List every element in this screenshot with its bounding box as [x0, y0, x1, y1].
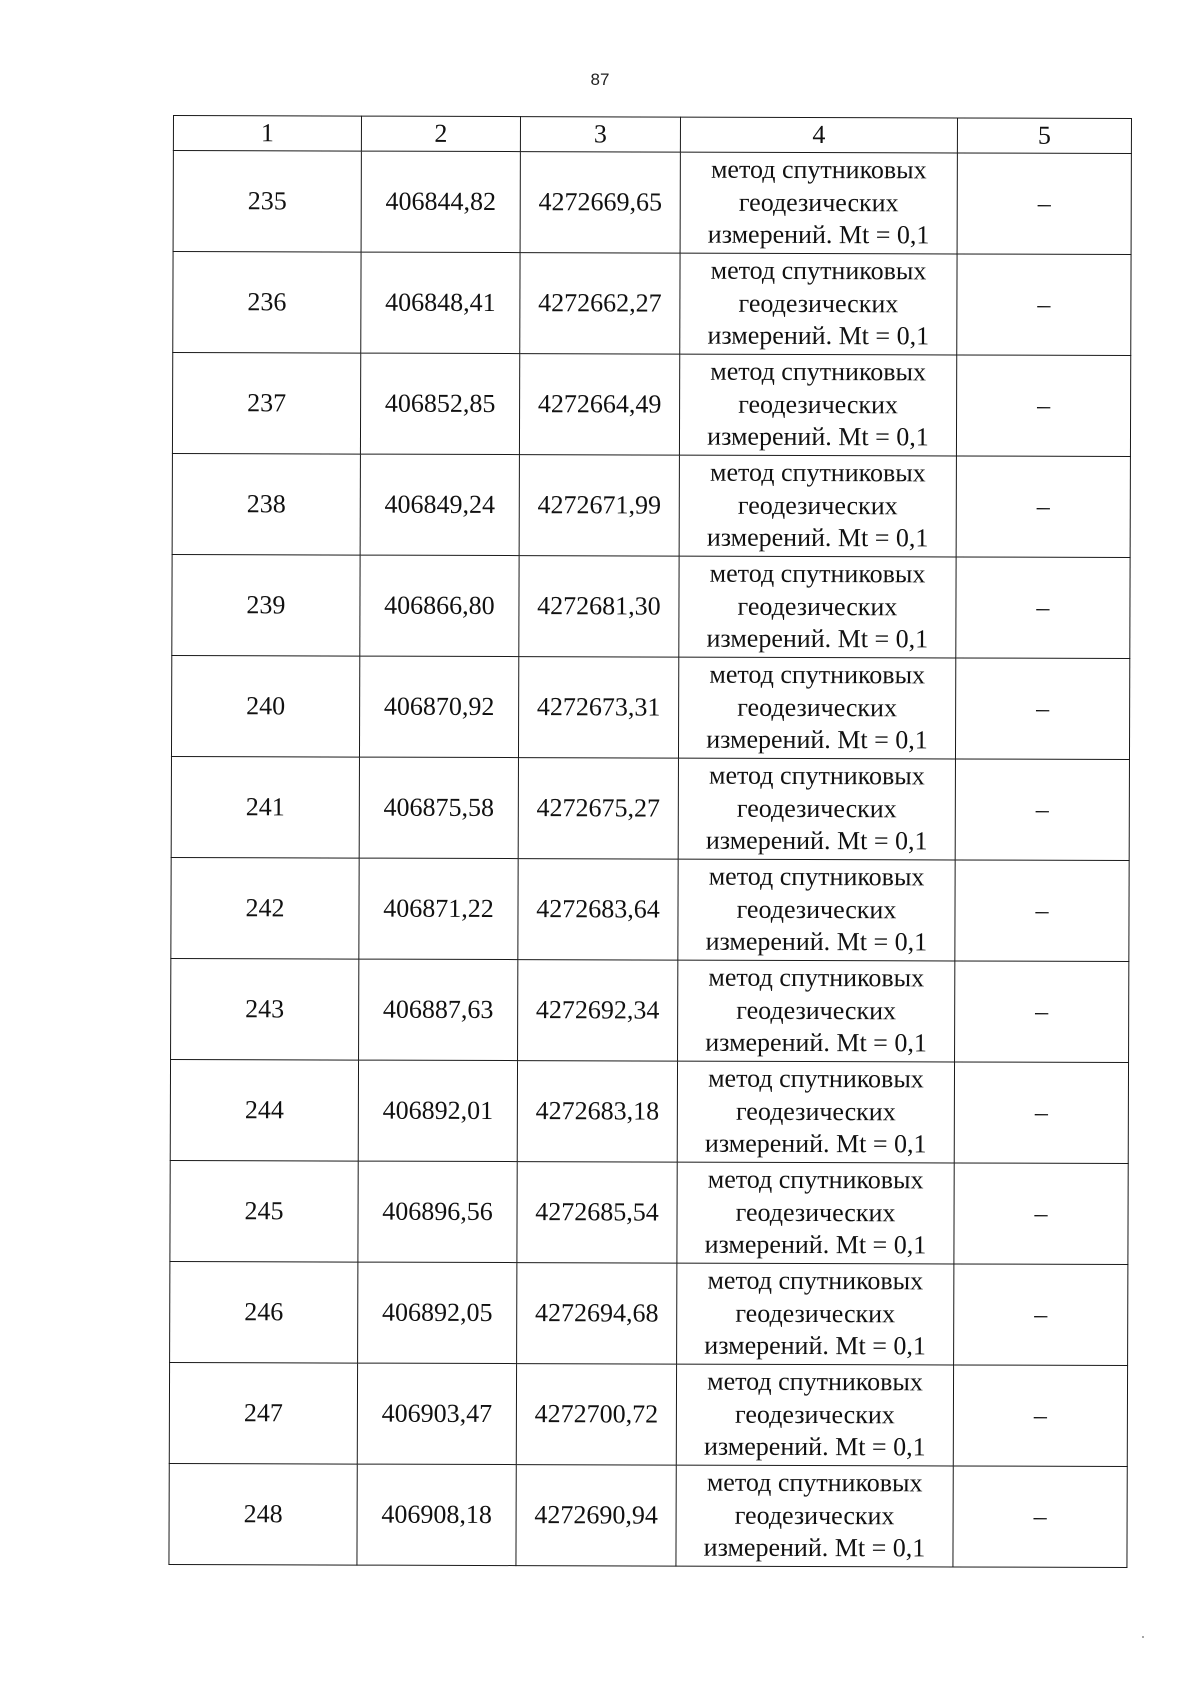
- method-line-3: измерений. Mt = 0,1: [703, 1431, 926, 1462]
- method-line-3: измерений. Mt = 0,1: [707, 421, 929, 452]
- method-line-1: метод спутниковых: [706, 1467, 923, 1498]
- table-row: [171, 756, 1129, 860]
- point-number-cell: 248: [169, 1463, 357, 1565]
- method-line-2: геодезических: [736, 894, 897, 925]
- method-line-1: метод спутниковых: [710, 255, 927, 286]
- method-line-3: измерений. Mt = 0,1: [705, 825, 928, 856]
- x-coordinate-cell: 406866,80: [360, 555, 519, 656]
- y-coordinate-cell: 4272681,30: [519, 556, 679, 658]
- method-line-2: геодезических: [735, 1197, 896, 1228]
- col5-cell: –: [955, 961, 1129, 1063]
- table-row: [172, 353, 1130, 457]
- method-line-2: геодезических: [736, 793, 897, 824]
- method-line-3: измерений. Mt = 0,1: [706, 623, 929, 654]
- x-coordinate-cell: 406896,56: [358, 1161, 517, 1262]
- y-coordinate-cell: 4272664,49: [519, 354, 679, 456]
- header-col-4: 4: [680, 117, 957, 153]
- col5-cell: –: [954, 1163, 1128, 1265]
- col5-cell: –: [957, 254, 1131, 356]
- table-row: [170, 1261, 1128, 1365]
- method-line-3: измерений. Mt = 0,1: [706, 522, 929, 553]
- col5-cell: –: [955, 860, 1129, 962]
- header-col-1: 1: [173, 116, 361, 152]
- method-line-3: измерений. Mt = 0,1: [704, 1229, 927, 1260]
- table-row: [170, 1059, 1128, 1163]
- point-number-cell: 236: [173, 252, 361, 354]
- point-number-cell: 238: [172, 453, 360, 555]
- y-coordinate-cell: 4272690,94: [516, 1465, 676, 1567]
- method-line-1: метод спутниковых: [709, 457, 926, 488]
- method-cell: [678, 960, 955, 1062]
- method-line-2: геодезических: [737, 490, 898, 521]
- coordinates-table: [168, 115, 1132, 1568]
- point-number-cell: 235: [173, 151, 361, 253]
- method-line-3: измерений. Mt = 0,1: [703, 1532, 926, 1563]
- table-row: [172, 554, 1130, 658]
- table-header: [173, 116, 1131, 154]
- x-coordinate-cell: 406852,85: [360, 353, 519, 454]
- method-cell: [678, 859, 955, 961]
- col5-cell: –: [954, 1264, 1128, 1366]
- y-coordinate-cell: 4272669,65: [520, 152, 680, 254]
- method-cell: [677, 1061, 954, 1163]
- x-coordinate-cell: 406870,92: [359, 656, 518, 757]
- x-coordinate-cell: 406887,63: [359, 959, 518, 1060]
- coordinates-table-wrapper: [168, 115, 1131, 1568]
- method-line-1: метод спутниковых: [710, 356, 927, 387]
- x-coordinate-cell: 406892,05: [358, 1262, 517, 1363]
- method-line-3: измерений. Mt = 0,1: [704, 1128, 927, 1159]
- point-number-cell: 246: [170, 1261, 358, 1363]
- method-line-1: метод спутниковых: [707, 1265, 924, 1296]
- col5-cell: –: [956, 355, 1130, 457]
- x-coordinate-cell: 406844,82: [361, 151, 520, 252]
- point-number-cell: 243: [171, 958, 359, 1060]
- method-line-1: метод спутниковых: [710, 154, 927, 185]
- table-row: [170, 1160, 1128, 1264]
- y-coordinate-cell: 4272685,54: [517, 1162, 677, 1264]
- method-cell: [679, 354, 956, 456]
- table-body: [169, 151, 1131, 1568]
- method-line-2: геодезических: [735, 1096, 896, 1127]
- method-cell: [676, 1465, 953, 1567]
- method-line-1: метод спутниковых: [709, 659, 926, 690]
- method-cell: [678, 657, 955, 759]
- y-coordinate-cell: 4272700,72: [516, 1364, 676, 1466]
- table-row: [169, 1362, 1127, 1466]
- method-cell: [676, 1364, 953, 1466]
- method-line-2: геодезических: [736, 995, 897, 1026]
- table-row: [173, 252, 1131, 356]
- method-cell: [679, 455, 956, 557]
- header-col-3: 3: [520, 117, 680, 153]
- x-coordinate-cell: 406892,01: [358, 1060, 517, 1161]
- point-number-cell: 240: [171, 655, 359, 757]
- table-row: [171, 958, 1129, 1062]
- method-line-1: метод спутниковых: [709, 558, 926, 589]
- method-cell: [677, 1263, 954, 1365]
- table-row: [169, 1463, 1127, 1567]
- header-col-2: 2: [361, 116, 520, 151]
- method-cell: [680, 253, 957, 355]
- col5-cell: –: [956, 557, 1130, 659]
- method-line-3: измерений. Mt = 0,1: [704, 1330, 926, 1361]
- y-coordinate-cell: 4272675,27: [518, 758, 678, 860]
- method-line-2: геодезических: [735, 1298, 896, 1329]
- method-line-1: метод спутниковых: [709, 760, 925, 791]
- method-cell: [680, 152, 957, 254]
- method-line-1: метод спутниковых: [707, 1366, 923, 1397]
- method-line-1: метод спутниковых: [708, 861, 925, 892]
- scan-speck: [1142, 1636, 1144, 1638]
- col5-cell: –: [957, 153, 1131, 255]
- method-line-2: геодезических: [738, 187, 899, 218]
- y-coordinate-cell: 4272683,18: [517, 1061, 677, 1163]
- x-coordinate-cell: 406849,24: [360, 454, 519, 555]
- y-coordinate-cell: 4272694,68: [517, 1263, 677, 1365]
- method-cell: [679, 556, 956, 658]
- x-coordinate-cell: 406908,18: [357, 1464, 516, 1565]
- method-line-3: измерений. Mt = 0,1: [707, 219, 930, 250]
- point-number-cell: 245: [170, 1160, 358, 1262]
- y-coordinate-cell: 4272692,34: [518, 960, 678, 1062]
- method-line-3: измерений. Mt = 0,1: [706, 724, 928, 755]
- method-line-2: геодезических: [737, 692, 898, 723]
- y-coordinate-cell: 4272662,27: [520, 253, 680, 355]
- point-number-cell: 242: [171, 857, 359, 959]
- method-line-2: геодезических: [737, 591, 898, 622]
- x-coordinate-cell: 406903,47: [357, 1363, 516, 1464]
- table-row: [171, 857, 1129, 961]
- point-number-cell: 241: [171, 756, 359, 858]
- x-coordinate-cell: 406871,22: [359, 858, 518, 959]
- method-line-2: геодезических: [735, 1399, 895, 1430]
- y-coordinate-cell: 4272671,99: [519, 455, 679, 557]
- col5-cell: –: [953, 1365, 1127, 1467]
- x-coordinate-cell: 406848,41: [361, 252, 520, 353]
- method-cell: [677, 1162, 954, 1264]
- method-line-3: измерений. Mt = 0,1: [705, 926, 928, 957]
- method-line-2: геодезических: [738, 389, 898, 420]
- col5-cell: –: [953, 1466, 1127, 1568]
- method-cell: [678, 758, 955, 860]
- point-number-cell: 239: [172, 554, 360, 656]
- col5-cell: –: [956, 456, 1130, 558]
- method-line-2: геодезических: [738, 288, 899, 319]
- col5-cell: –: [955, 759, 1129, 861]
- page-number: 87: [590, 70, 610, 89]
- table-row: [173, 151, 1131, 255]
- col5-cell: –: [954, 1062, 1128, 1164]
- col5-cell: –: [955, 658, 1129, 760]
- method-line-1: метод спутниковых: [707, 1164, 924, 1195]
- point-number-cell: 247: [169, 1362, 357, 1464]
- method-line-1: метод спутниковых: [708, 962, 925, 993]
- table-row: [171, 655, 1129, 759]
- y-coordinate-cell: 4272683,64: [518, 859, 678, 961]
- method-line-2: геодезических: [734, 1500, 895, 1531]
- point-number-cell: 244: [170, 1059, 358, 1161]
- method-line-3: измерений. Mt = 0,1: [705, 1027, 927, 1058]
- method-line-3: измерений. Mt = 0,1: [707, 320, 930, 351]
- method-line-1: метод спутниковых: [708, 1063, 924, 1094]
- y-coordinate-cell: 4272673,31: [518, 657, 678, 759]
- header-row: [173, 116, 1131, 154]
- point-number-cell: 237: [172, 353, 360, 455]
- header-col-5: 5: [957, 118, 1131, 154]
- x-coordinate-cell: 406875,58: [359, 757, 518, 858]
- table-row: [172, 453, 1130, 557]
